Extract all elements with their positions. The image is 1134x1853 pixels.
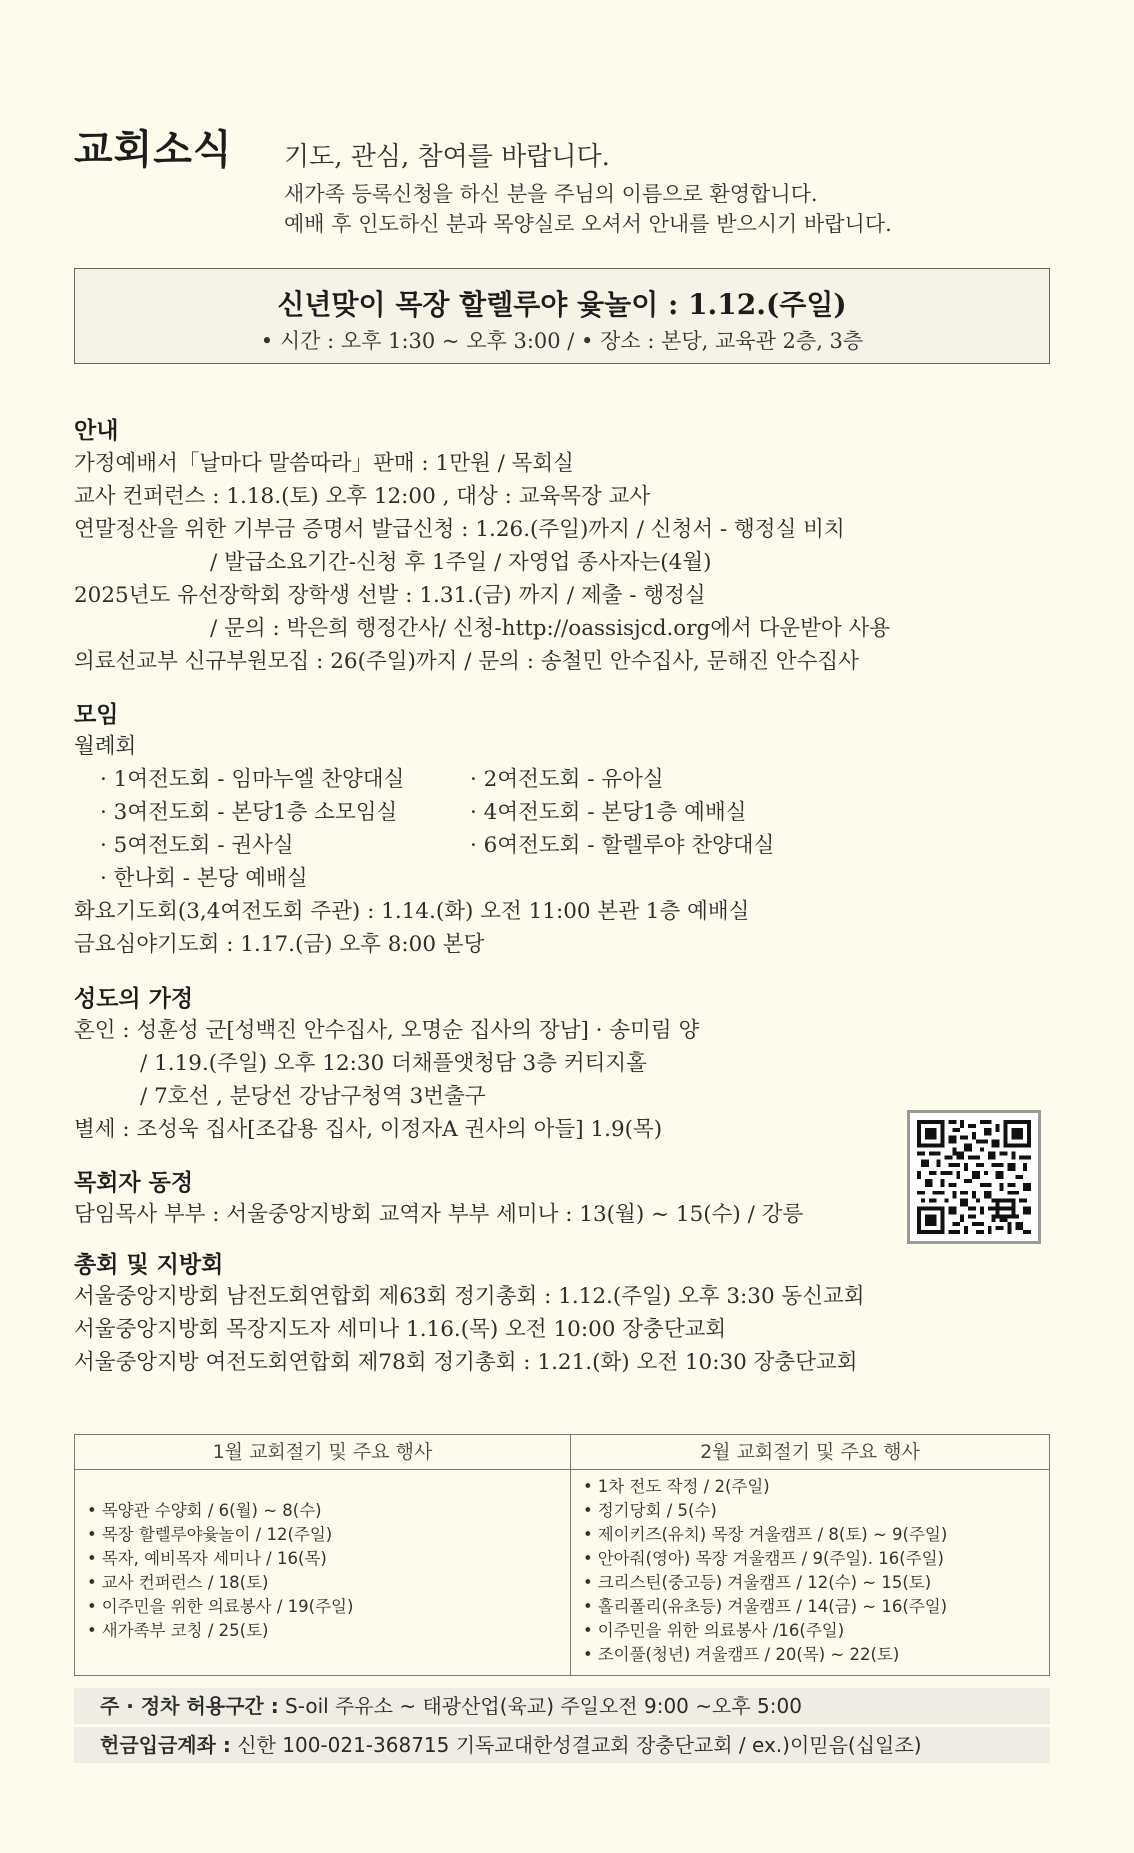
group-item: · 4여전도회 - 본당1층 예배실 [470,800,747,825]
assembly-line: 서울중앙지방 여전도회연합회 제78회 정기총회 : 1.21.(화) 오전 10:30 장충단교회 [74,1350,858,1375]
february-events-list [583,1475,947,1667]
account-label: 헌금입금계좌 : [100,1733,231,1757]
notice-line: 가정예배서「날마다 말씀따라」판매 : 1만원 / 목회실 [74,451,574,476]
group-item: · 한나회 - 본당 예배실 [100,866,308,891]
notice-line: 2025년도 유선장학회 장학생 선발 : 1.31.(금) 까지 / 제출 - 행정실 [74,583,706,608]
list-item: • 정기당회 / 5(수) [583,1499,947,1523]
notice-line: / 발급소요기간-신청 후 1주일 / 자영업 종사자는(4월) [210,550,712,575]
list-item: • 목양관 수양회 / 6(월) ~ 8(수) [87,1499,353,1523]
qr-code-icon[interactable] [907,1110,1041,1244]
list-item: • 조이풀(청년) 겨울캠프 / 20(목) ~ 22(토) [583,1643,947,1667]
assembly-line: 서울중앙지방회 남전도회연합회 제63회 정기총회 : 1.12.(주일) 오후 3:30 동신교회 [74,1284,865,1309]
welcome-line: 새가족 등록신청을 하신 분을 주님의 이름으로 환영합니다. [284,182,818,206]
group-item: · 1여전도회 - 임마누엘 찬양대실 [100,767,405,792]
family-heading: 성도의 가정 [74,986,194,1012]
january-events-list [87,1499,353,1643]
event-banner [74,268,1050,364]
list-item: • 크리스틴(중고등) 겨울캠프 / 12(수) ~ 15(토) [583,1571,947,1595]
list-item: • 제이키즈(유치) 목장 겨울캠프 / 8(토) ~ 9(주일) [583,1523,947,1547]
assembly-line: 서울중앙지방회 목장지도자 세미나 1.16.(목) 오전 10:00 장충단교회 [74,1317,727,1342]
group-item: · 6여전도회 - 할렐루야 찬양대실 [470,833,775,858]
tuesday-prayer: 화요기도회(3,4여전도회 주관) : 1.14.(화) 오전 11:00 본관 1층 예배실 [74,899,750,924]
account-value: 신한 100-021-368715 기독교대한성결교회 장충단교회 / ex.)이믿음(십일조) [230,1733,922,1757]
list-item: • 이주민을 위한 의료봉사 / 19(주일) [87,1595,353,1619]
notice-line: 교사 컨퍼런스 : 1.18.(토) 오후 12:00 , 대상 : 교육목장 교사 [74,484,651,509]
monthly-events-table [74,1434,1050,1676]
list-item: • 교사 컨퍼런스 / 18(토) [87,1571,353,1595]
event-title: 신년맞이 목장 할렐루야 윷놀이 : 1.12.(주일) [277,288,847,321]
pastor-heading: 목회자 동정 [74,1170,194,1196]
parking-info [74,1688,1050,1724]
qr-code-graphic [917,1120,1031,1234]
offering-account-info [74,1727,1050,1763]
list-item: • 안아줘(영아) 목장 겨울캠프 / 9(주일). 16(주일) [583,1547,947,1571]
monthly-meeting-label: 월례회 [74,734,137,759]
group-item: · 2여전도회 - 유아실 [470,767,664,792]
group-item: · 5여전도회 - 권사실 [100,833,294,858]
page-subtitle: 기도, 관심, 참여를 바랍니다. [284,142,610,172]
notice-line: 의료선교부 신규부원모집 : 26(주일)까지 / 문의 : 송철민 안수집사, 문해진 안수집사 [74,649,859,674]
family-line: 혼인 : 성훈성 군[성백진 안수집사, 오명순 집사의 장남] · 송미림 양 [74,1018,700,1043]
february-events-column [571,1435,1049,1675]
guidance-line: 예배 후 인도하신 분과 목양실로 오셔서 안내를 받으시기 바랍니다. [284,212,892,236]
list-item: • 1차 전도 작정 / 2(주일) [583,1475,947,1499]
assembly-heading: 총회 및 지방회 [74,1252,224,1278]
parking-label: 주 · 정차 허용구간 : [100,1694,279,1718]
parking-value: S-oil 주유소 ~ 태광산업(육교) 주일오전 9:00 ~오후 5:00 [278,1694,802,1718]
page-title: 교회소식 [74,127,233,173]
family-line: / 1.19.(주일) 오후 12:30 더채플앳청담 3층 커티지홀 [140,1051,647,1076]
notice-line: / 문의 : 박은희 행정간사/ 신청-http://oassisjcd.org에서 다운받아 사용 [210,616,891,641]
list-item: • 이주민을 위한 의료봉사 /16(주일) [583,1619,947,1643]
notice-line: 연말정산을 위한 기부금 증명서 발급신청 : 1.26.(주일)까지 / 신청서 - 행정실 비치 [74,517,845,542]
list-item: • 새가족부 코칭 / 25(토) [87,1619,353,1643]
group-item: · 3여전도회 - 본당1층 소모임실 [100,800,398,825]
list-item: • 목장 할렐루야윷놀이 / 12(주일) [87,1523,353,1547]
pastor-line: 담임목사 부부 : 서울중앙지방회 교역자 부부 세미나 : 13(월) ~ 15(수) / 강릉 [74,1202,804,1227]
family-line: / 7호선 , 분당선 강남구청역 3번출구 [140,1084,486,1109]
list-item: • 목자, 예비목자 세미나 / 16(목) [87,1547,353,1571]
january-events-column [75,1435,571,1675]
notice-heading: 안내 [74,418,119,444]
friday-prayer: 금요심야기도회 : 1.17.(금) 오후 8:00 본당 [74,932,485,957]
family-line: 별세 : 조성욱 집사[조갑용 집사, 이정자A 권사의 아들] 1.9(목) [74,1117,663,1142]
january-events-header: 1월 교회절기 및 주요 행사 [75,1435,570,1470]
event-detail: • 시간 : 오후 1:30 ~ 오후 3:00 / • 장소 : 본당, 교육관 2층, 3층 [260,329,864,353]
meetings-heading: 모임 [74,702,119,728]
list-item: • 홀리폴리(유초등) 겨울캠프 / 14(금) ~ 16(주일) [583,1595,947,1619]
february-events-header: 2월 교회절기 및 주요 행사 [571,1435,1049,1470]
